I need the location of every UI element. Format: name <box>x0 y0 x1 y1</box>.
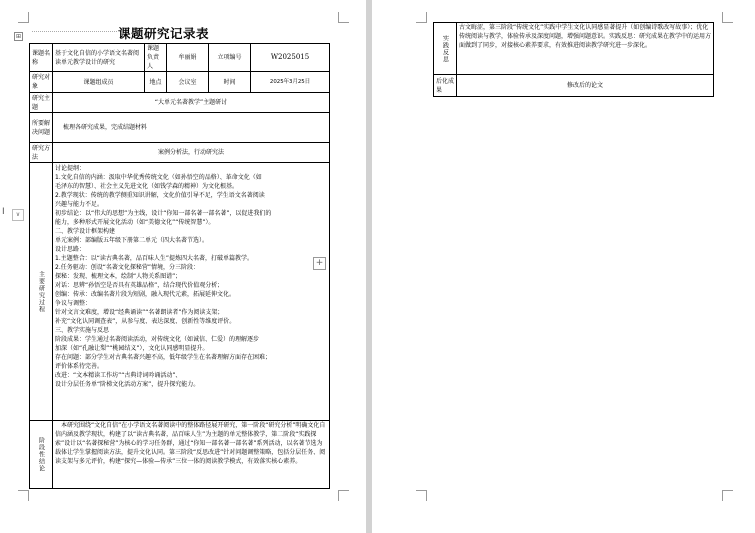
process-content[interactable]: 讨论提纲： 1.文化自信的内涵：汲取中华优秀传统文化（如孙悟空的品格）、革命文化（如 毛泽东的智慧）、社会主义先进文化（如钱学森的精神）为文化根基。 2.教学现状：传统的教学侧重知识讲解，文化价值引导不足，学生语文名著阅读 兴趣与能力不足。 初步结论：以“伟大的思想”为主线，设计“你知一部名著一部名著”，以促进我们的 能力，多种形式开展文化活动（如“美德文化”“传统智慧”）。 二、教学设计框架构建 单元案例：部编版五年级下册第二单元（四大名著节选）。 设计思路： 1.主题整合：以“读古典名著，品百味人生”提炼四大名著，打破单篇教学。 2.任务驱动：创设“名著文化探秘营”情境，分三阶段： 探秘：发现、梳理文本，绘制“人物关系图谱”； 对话：思辨“孙悟空是否具有英雄品格”，结合现代价值观分析； 创编：传承：改编名著片段为短剧，融入现代元素，拓展延伸文化。 争议与调整： 针对文言文难度，增设“经典诵读”“名著朗读者”作为阅读支架； 补充“文化认同调查表”，从参与度、表达深度、创新性等维度评价。 三、教学实施与反思 阶段成果：学生通过名著阅读活动，对传统文化（如诚信、仁爱）的理解逐步 加深（如“孔融让梨”“桃园结义”），文化认同感明显提升。 存在问题：部分学生对古典名著兴趣不高，低年级学生在名著理解方面存在困难； 评价体系待完善。 改进：“文本精读工作坊”“古典诗词吟诵活动”、 设计分层任务单“阶梯文化活动方案”，提升探究能力。 <box>53 163 330 421</box>
title-leader-dots <box>32 31 117 32</box>
table-move-handle-icon[interactable]: ⊞ <box>15 33 22 40</box>
record-table <box>29 43 330 489</box>
crop-mark <box>338 12 349 23</box>
text-cursor-icon[interactable]: I <box>2 207 5 217</box>
crop-mark <box>722 12 733 23</box>
label-project-name: 课题名称 <box>30 44 53 72</box>
research-object-value[interactable]: 课题组成员 <box>53 72 145 93</box>
crop-mark <box>18 12 29 23</box>
results-content[interactable]: 本研究围绕“文化自信”在小学语文名著阅读中的整体路径展开研究，第一阶段“研究分析”明确文化自信内涵及教学现状，构建了以“读古典名著，品百味人生”为主题的单元整体教学，第二阶段“实践探索”设计以“名著探秘营”为核心的学习任务群，通过“你知一部名著一部名著”系列活动，以名著节选为载体让学生掌握阅读方法，提升文化认同。第三阶段“反思改进”针对问题调整策略，包括分层任务、阅读支架与多元评价，构建“探究—体验—传承”三位一体的阅读教学模式，有效落实核心素养。 <box>53 421 330 489</box>
chevron-down-icon[interactable]: ∨ <box>12 209 24 221</box>
method-value[interactable]: 案例分析法，行动研究法 <box>53 143 330 163</box>
label-research-topic: 研究主题 <box>30 93 53 113</box>
reflection-content[interactable]: 古文晦涩，第三阶段“传统文化”实践中学生文化认同感显著提升（如创编诗歌改写故事）；优化传统阅读与教学，体验传承及深度问题，增强问题意识。实践反思：研究成果在教学中的运用方面做到了同步，对接核心素养要求，有效推进阅读教学研究进一步深化。 <box>457 23 714 75</box>
label-final-results: 后化成果 <box>434 75 457 97</box>
problem-value[interactable]: 梳理各研究成果，完成结题材料 <box>53 113 330 143</box>
crop-mark <box>18 490 29 501</box>
crop-mark <box>338 490 349 501</box>
label-reflection: 实践反思 <box>434 23 457 75</box>
record-table-continued <box>433 22 714 97</box>
document-page-1 <box>0 0 366 533</box>
label-project-number: 立项编号 <box>209 44 251 72</box>
page-title: 课题研究记录表 <box>118 26 210 41</box>
label-method: 研究方法 <box>30 143 53 163</box>
label-results: 阶段性结论 <box>30 421 53 489</box>
label-location: 地点 <box>145 72 167 93</box>
time-value[interactable]: 2025年3月25日 <box>251 72 330 93</box>
project-number-value[interactable]: W2025015 <box>251 44 330 72</box>
leader-value[interactable]: 牟丽娟 <box>167 44 209 72</box>
project-name-value[interactable]: 基于文化自信的小学语文名著阅读单元教学设计的研究 <box>53 44 145 72</box>
crop-mark <box>416 490 427 501</box>
label-leader: 课题负责人 <box>145 44 167 72</box>
document-page-2 <box>372 0 755 533</box>
label-problem: 所要解决问题 <box>30 113 53 143</box>
label-research-object: 研究对象 <box>30 72 53 93</box>
label-process: 主要研究过程 <box>30 163 53 421</box>
label-time: 时间 <box>209 72 251 93</box>
add-row-button[interactable]: + <box>313 257 326 270</box>
location-value[interactable]: 会议室 <box>167 72 209 93</box>
research-topic-value[interactable]: “大单元名著教学”主题研讨 <box>53 93 330 113</box>
crop-mark <box>722 490 733 501</box>
crop-mark <box>416 12 427 23</box>
final-results-value[interactable]: 修改后的论文 <box>457 75 714 97</box>
